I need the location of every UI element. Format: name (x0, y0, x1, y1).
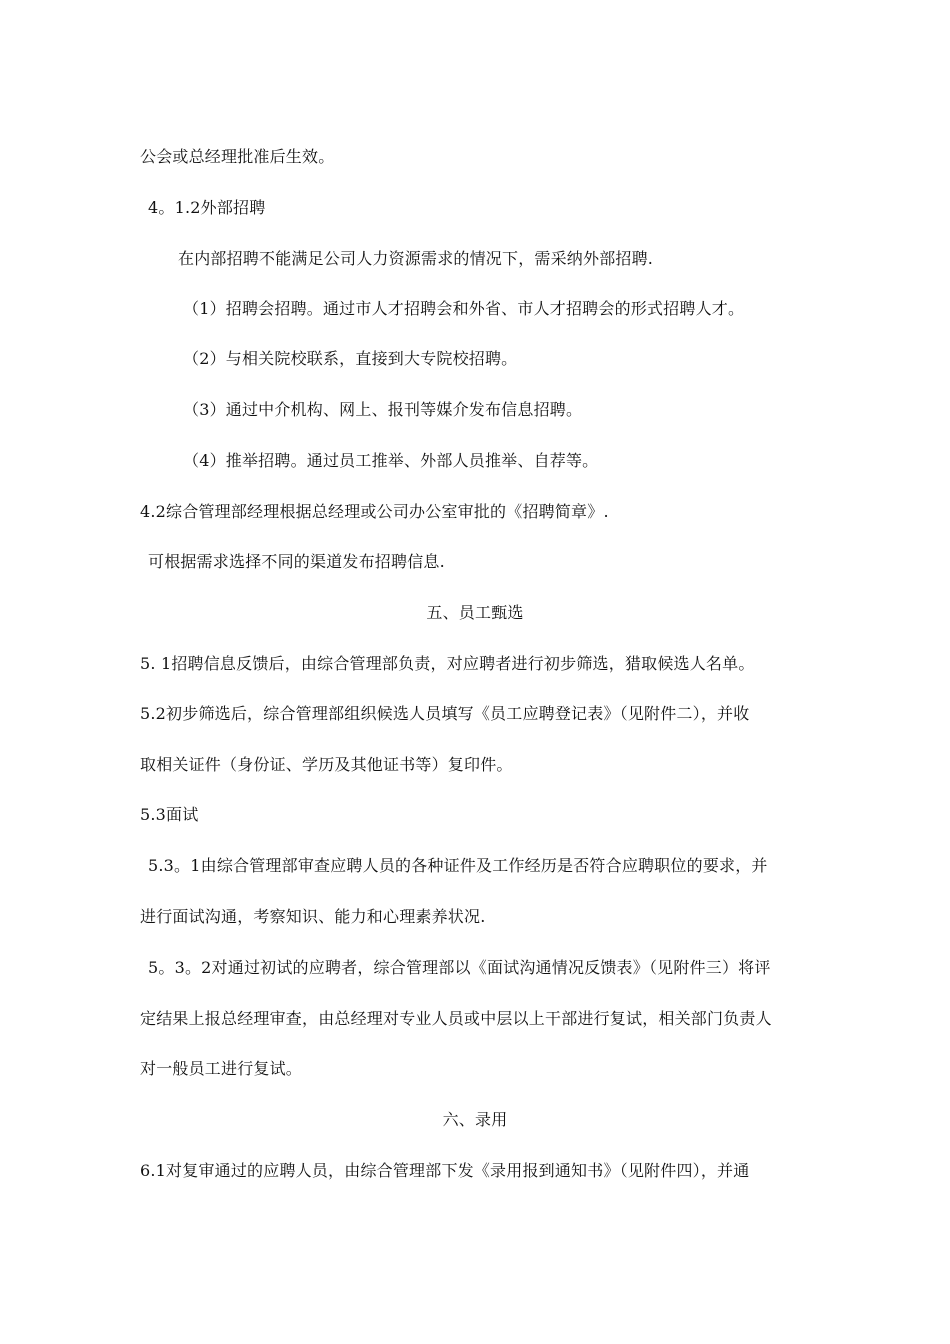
text-line: 5.3。1由综合管理部审查应聘人员的各种证件及工作经历是否符合应聘职位的要求，并 (148, 856, 768, 875)
text-line: 公会或总经理批准后生效。 (140, 147, 335, 166)
subsection-heading-5-3: 5.3面试 (140, 805, 199, 824)
text-line: 对一般员工进行复试。 (140, 1059, 303, 1078)
text-line: 5。3。2对通过初试的应聘者，综合管理部以《面试沟通情况反馈表》（见附件三）将评 (148, 958, 771, 977)
text-line: 定结果上报总经理审查，由总经理对专业人员或中层以上干部进行复试，相关部门负责人 (140, 1009, 772, 1028)
text-line: 5. 1招聘信息反馈后，由综合管理部负责，对应聘者进行初步筛选，猎取候选人名单。 (140, 654, 755, 673)
text-line: 5.2初步筛选后，综合管理部组织候选人员填写《员工应聘登记表》（见附件二），并收 (140, 704, 750, 723)
text-line: 4.2综合管理部经理根据总经理或公司办公室审批的《招聘简章》. (140, 502, 609, 521)
list-item: （3）通过中介机构、网上、报刊等媒介发布信息招聘。 (183, 400, 583, 419)
section-title-five: 五、员工甄选 (426, 603, 524, 622)
text-line: 进行面试沟通，考察知识、能力和心理素养状况. (140, 907, 486, 926)
list-item: （1）招聘会招聘。通过市人才招聘会和外省、市人才招聘会的形式招聘人才。 (183, 299, 745, 318)
text-line: 可根据需求选择不同的渠道发布招聘信息. (148, 552, 445, 571)
list-item: （4）推举招聘。通过员工推举、外部人员推举、自荐等。 (183, 451, 599, 470)
section-title-six: 六、录用 (442, 1110, 508, 1129)
text-line: 在内部招聘不能满足公司人力资源需求的情况下，需采纳外部招聘. (178, 249, 654, 268)
text-line: 取相关证件（身份证、学历及其他证书等）复印件。 (140, 755, 513, 774)
list-item: （2）与相关院校联系，直接到大专院校招聘。 (183, 349, 518, 368)
section-heading-4-1-2: 4。1.2外部招聘 (148, 198, 266, 217)
text-line: 6.1对复审通过的应聘人员，由综合管理部下发《录用报到通知书》（见附件四），并通 (140, 1161, 750, 1180)
